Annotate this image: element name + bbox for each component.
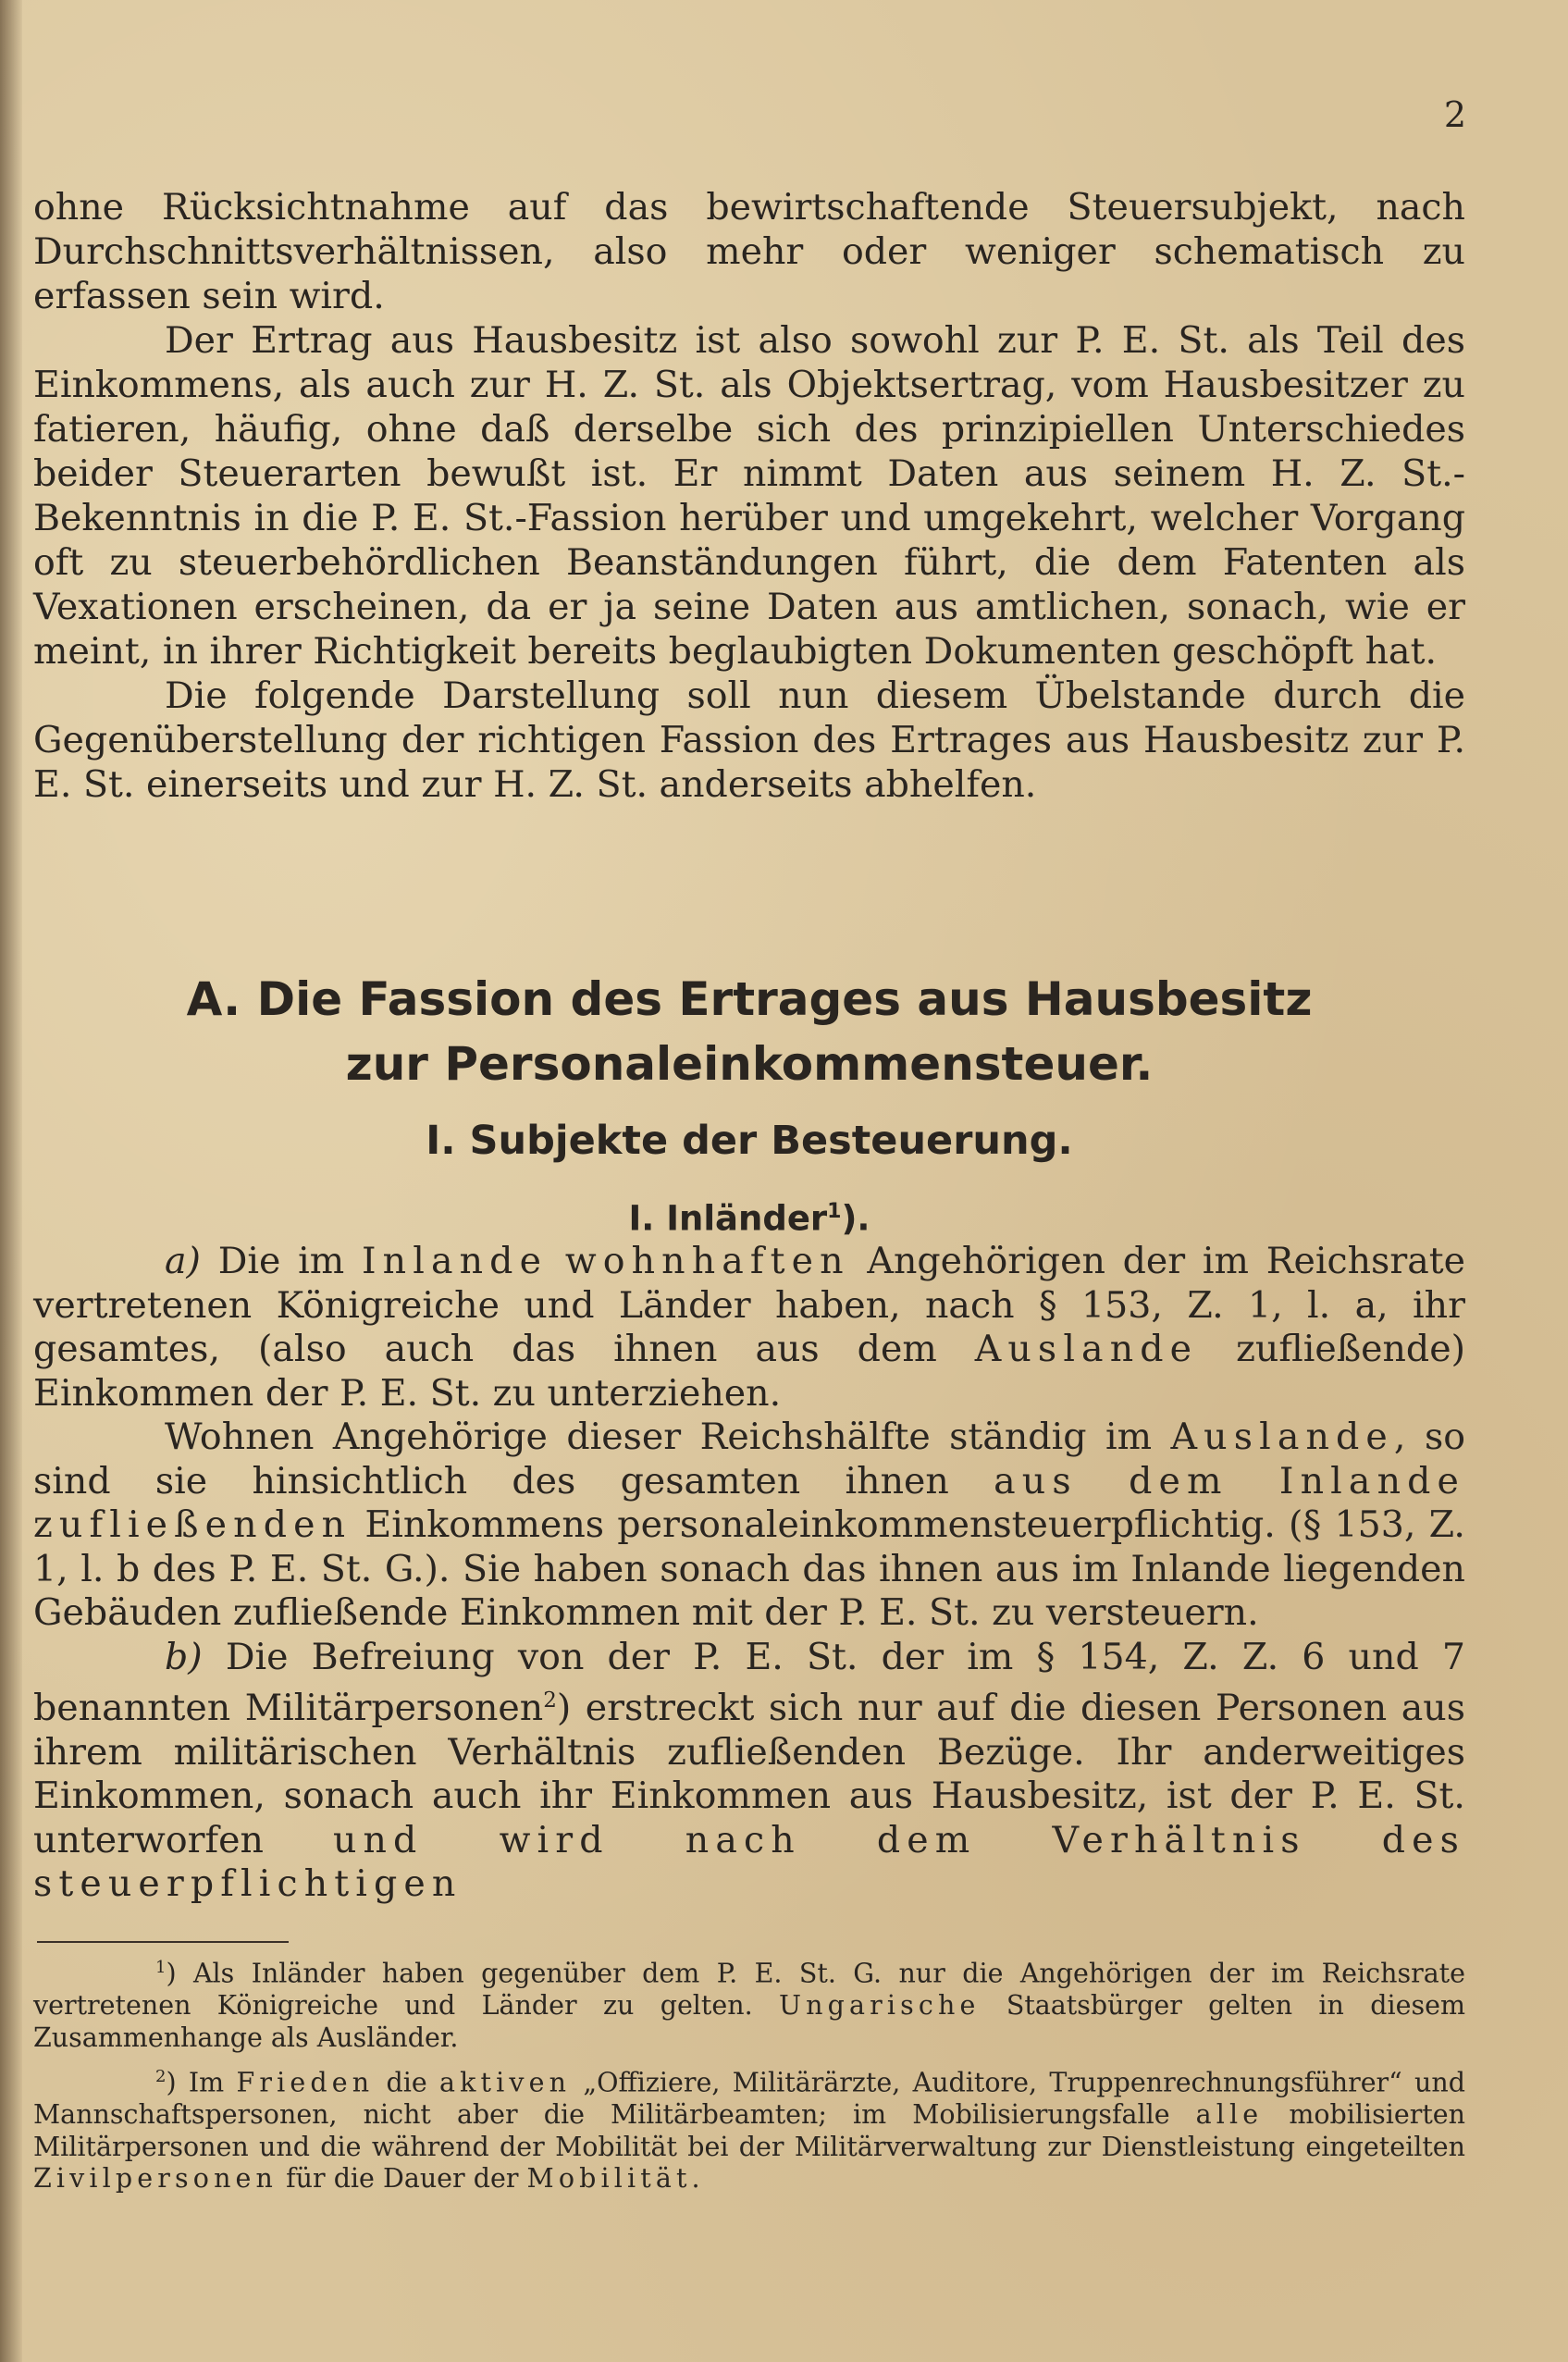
spaced-run: Auslande [974, 1328, 1199, 1370]
spaced-run: Mobilität [526, 2163, 692, 2194]
page-left-edge-shadow [0, 0, 22, 2362]
spaced-run: aktiven [439, 2067, 572, 2098]
text-run: die [374, 2067, 440, 2098]
text-run: „Offiziere, Militärärzte, Auditore, Truppenrechnungsführer“ und Mannschaftspersonen, nicht aber die Militärbeamten; im Mobilisierungsfalle [33, 2067, 1465, 2130]
paragraph-b [33, 1636, 1465, 1907]
paragraph-wohnen [33, 1416, 1465, 1636]
footnote-divider [37, 1941, 289, 1943]
text-run: ) erstreckt sich nur auf die diesen Personen aus ihrem militärischen Verhältnis zufließenden Bezüge. Ihr anderweitiges Einkommen, sonach auch ihr Einkommen aus Hausbesitz, ist der P. E. St. unterworfen [33, 1687, 1465, 1861]
spaced-run: Frieden [236, 2067, 375, 2098]
text-run: ) Als Inländer haben gegenüber dem P. E. St. G. nur die Angehörigen der im Reichsrate vertretenen Königreiche und Länder zu gelten. [33, 1958, 1465, 2021]
spaced-run: Zivilpersonen [33, 2163, 278, 2194]
text-run: Die im [200, 1240, 362, 1282]
footnote-ref-1: 1 [827, 1200, 842, 1223]
paragraph-a-marker: a) [165, 1240, 201, 1282]
footnote-1-number: 1 [155, 1958, 167, 1977]
text-run: Angehörigen der im Reichsrate vertretenen Königreiche und Länder haben, nach § 153, Z. 1, l. a, ihr gesamtes, (also auch das ihnen aus dem [33, 1240, 1465, 1370]
text-run: Staatsbürger gelten in diesem Zusammenhange als Ausländer. [33, 1990, 1465, 2053]
footnotes [33, 1952, 1465, 2203]
paragraph-darstellung: Die folgende Darstellung soll nun diesem Übelstande durch die Gegenüberstellung der richtigen Fassion des Ertrages aus Hausbesitz zur P. E. St. einerseits und zur H. Z. St. anderseits abhelfen. [33, 674, 1465, 806]
text-run: ) Im [166, 2067, 237, 2098]
spaced-run: Auslande [1170, 1416, 1394, 1458]
text-run: Einkommens personaleinkommensteuerpflichtig. (§ 153, Z. 1, l. b des P. E. St. G.). Sie haben sonach das ihnen aus im Inlande liegenden Gebäuden zufließende Einkommen mit der P. E. St. zu versteuern. [33, 1503, 1465, 1634]
paragraph-ertrag: Der Ertrag aus Hausbesitz ist also sowohl zur P. E. St. als Teil des Einkommens, als auch zur H. Z. St. als Objektsertrag, vom Hausbesitzer zu fatieren, häufig, ohne daß derselbe sich des prinzipiellen Unterschiedes beider Steuerarten bewußt ist. Er nimmt Daten aus seinem H. Z. St.-Bekenntnis in die P. E. St.-Fassion herüber und umgekehrt, welcher Vorgang oft zu steuerbehördlichen Beanständungen führt, die dem Fatenten als Vexationen erscheinen, da er ja seine Daten aus amtlichen, sonach, wie er meint, in ihrer Richtigkeit bereits beglaubigten Dokumenten geschöpft hat. [33, 319, 1465, 673]
text-run: , so sind sie hinsichtlich des gesamten ihnen [33, 1416, 1465, 1503]
footnote-2-number: 2 [155, 2067, 167, 2086]
text-run: . [691, 2163, 700, 2194]
spaced-run: Inlande [361, 1240, 549, 1282]
text-run [548, 1240, 565, 1282]
footnote-1 [33, 1952, 1465, 2054]
page-number: 2 [1443, 94, 1466, 135]
subheading-inlaender-tail: ). [841, 1198, 870, 1239]
body-text-bottom [33, 1240, 1465, 1907]
text-run: für die Dauer der [278, 2163, 527, 2194]
paragraph-b-marker: b) [165, 1635, 203, 1678]
paragraph-a [33, 1240, 1465, 1416]
subheading-inlaender-text: I. Inländer [628, 1198, 828, 1239]
body-text-top [33, 185, 1465, 807]
spaced-run: und wird nach dem Verhältnis des steuerpflichtigen [33, 1818, 1465, 1906]
text-run: Die Befreiung von der P. E. St. der im § 154, Z. Z. 6 und 7 benannten Militärpersonen [33, 1635, 1465, 1730]
section-heading-a [33, 967, 1465, 1096]
paragraph-continuation: ohne Rücksichtnahme auf das bewirtschaftende Steuersubjekt, nach Durchschnittsverhältnissen, also mehr oder weniger schematisch zu erfassen sein wird. [33, 186, 1465, 317]
footnote-ref-2: 2 [543, 1688, 557, 1713]
spaced-run: wohnhaften [564, 1240, 850, 1282]
footnote-2 [33, 2061, 1465, 2195]
text-run: zufließende) Einkommen der P. E. St. zu unterziehen. [33, 1328, 1465, 1415]
section-heading-a-line2: zur Personaleinkommensteuer. [345, 1037, 1154, 1091]
spaced-run: aus dem Inlande zufließenden [33, 1459, 1466, 1546]
text-run: mobilisierten Militärpersonen und die während der Mobilität bei der Militärverwaltung zur Dienstleistung eingeteilten [33, 2099, 1465, 2162]
spaced-run: Ungarische [779, 1990, 981, 2021]
text-run: Wohnen Angehörige dieser Reichshälfte ständig im [165, 1416, 1171, 1458]
subheading-subjekte: I. Subjekte der Besteuerung. [426, 1118, 1073, 1164]
subheading-inlaender [33, 1189, 1465, 1242]
spaced-run: alle [1195, 2099, 1264, 2130]
section-heading-a-line1: A. Die Fassion des Ertrages aus Hausbesitz [186, 972, 1313, 1026]
